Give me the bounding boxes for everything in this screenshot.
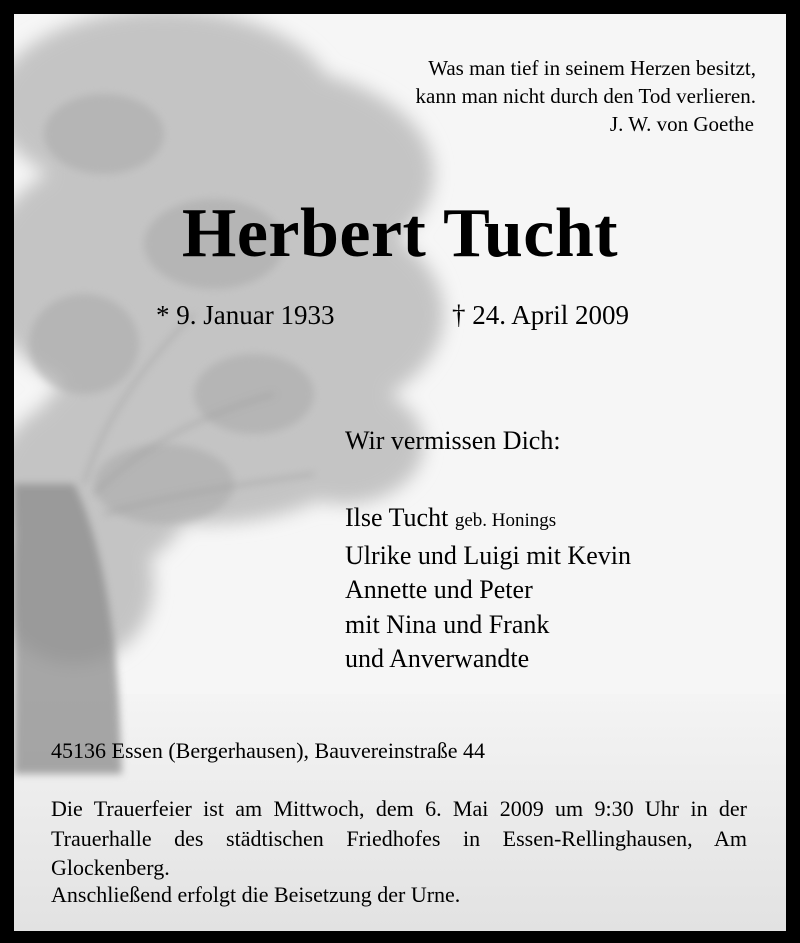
deceased-name: Herbert Tucht [181,195,619,272]
mourner-line: Annette und Peter [345,575,533,604]
mourners-list [345,501,631,677]
mourner-line: Ulrike und Luigi mit Kevin [345,540,631,570]
maiden-name-note: geb. Honings [454,510,557,531]
family-address: 45136 Essen (Bergerhausen), Bauvereinstraße 44 [51,738,485,763]
mourner-name: Ilse Tucht [345,503,449,532]
quote-line-2: kann man nicht durch den Tod verlieren. [415,84,756,108]
death-date: † 24. April 2009 [452,300,630,330]
goethe-quote [416,54,756,138]
mourner-line: und Anverwandte [345,644,530,673]
quote-line-1: Was man tief in seinem Herzen besitzt, [428,56,756,80]
mourners-intro: Wir vermissen Dich: [345,426,561,455]
birth-date: * 9. Januar 1933 [156,300,335,330]
mourner-line [345,501,631,539]
burial-notice: Anschließend erfolgt die Beisetzung der Urne. [51,882,461,907]
mourner-line: mit Nina und Frank [345,609,550,639]
funeral-service-notice: Die Trauerfeier ist am Mittwoch, dem 6. Mai 2009 um 9:30 Uhr in der Trauerhalle des städtischen Friedhofes in Essen-Rellinghausen, Am Glockenberg. [51,796,747,880]
quote-author: J. W. von Goethe [609,112,754,136]
